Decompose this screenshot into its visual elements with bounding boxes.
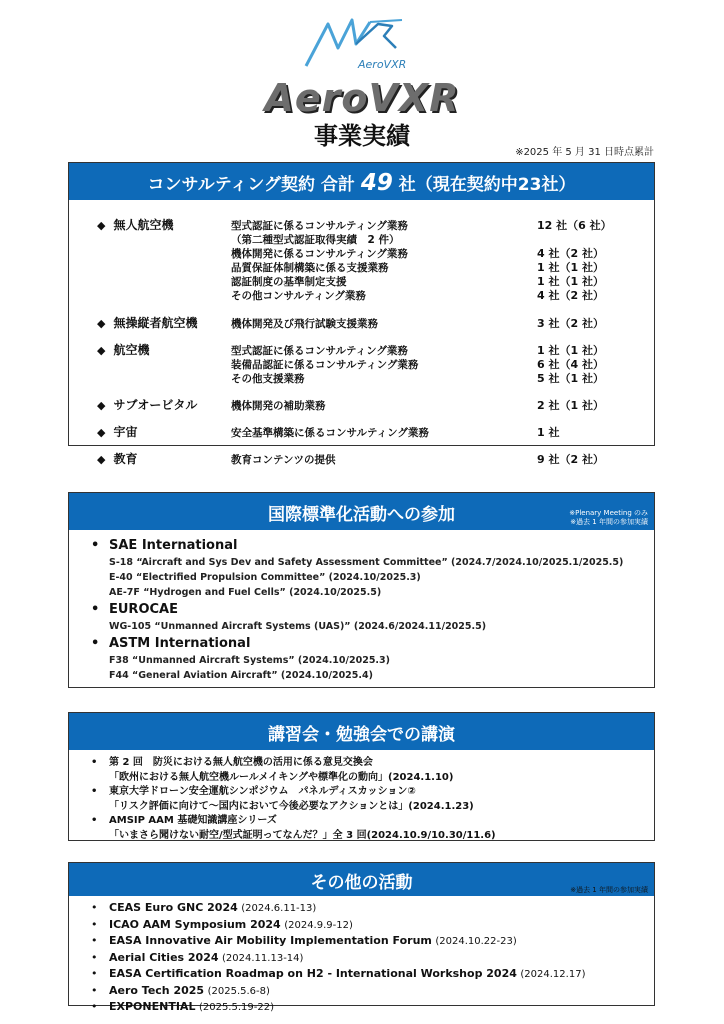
- consulting-title-prefix: コンサルティング契約 合計: [147, 175, 355, 195]
- task-count: 6 社（4 社）: [537, 358, 604, 371]
- category-suborbital: ◆ サブオービタル: [97, 398, 198, 412]
- consulting-band: [69, 163, 654, 200]
- org-heading: • SAE International: [91, 538, 238, 553]
- category-uas: ◆ 無人航空機: [97, 218, 174, 232]
- task-count: 4 社（2 社）: [537, 289, 604, 302]
- others-note: ※過去 1 年間の参加実績: [570, 886, 648, 894]
- lecture-item: • 第 2 回 防災における無人航空機の活用に係る意見交換会 「欧州における無人航空機ルールメイキングや標準化の動向」(2024.1.10): [91, 757, 454, 783]
- task-count: 1 社（1 社）: [537, 261, 604, 274]
- standards-band: [69, 493, 654, 530]
- task-count: 1 社（1 社）: [537, 275, 604, 288]
- lecture-item: • 東京大学ドローン安全運航シンポジウム パネルディスカッション② 「リスク評価に向けて～国内において今後必要なアクションとは」(2024.1.23): [91, 786, 474, 812]
- activity-item: • EXPONENTIAL (2025.5.19-22): [91, 1000, 274, 1013]
- activity-item: • Aero Tech 2025 (2025.5.6-8): [91, 983, 270, 997]
- as-of-note: ※2025 年 5 月 31 日時点累計: [515, 147, 654, 158]
- committee-item: F44 “General Aviation Aircraft” (2024.10/2025.4): [109, 670, 373, 681]
- org-heading: • EUROCAE: [91, 602, 178, 617]
- diamond-icon: ◆: [97, 317, 106, 330]
- logo-small-text: AeroVXR: [358, 58, 407, 71]
- aerovxr-logo-mark: [300, 14, 424, 76]
- others-section: [68, 862, 655, 1013]
- task-count: 5 社（1 社）: [537, 372, 604, 385]
- consulting-title-suffix: 社）: [541, 175, 576, 195]
- committee-item: F38 “Unmanned Aircraft Systems” (2024.10/2025.3): [109, 655, 390, 666]
- activity-item: • EASA Certification Roadmap on H2 - International Workshop 2024 (2024.12.17): [91, 967, 586, 980]
- lecture-item: • AMSIP AAM 基礎知識講座シリーズ 「いまさら聞けない耐空/型式証明ってなんだ？」全 3 回(2024.10.9/10.30/11.6): [91, 815, 496, 841]
- others-list: [69, 896, 654, 1016]
- committee-item: E-40 “Electrified Propulsion Committee” (2024.10/2025.3): [109, 572, 421, 583]
- standards-note-line: ※Plenary Meeting のみ: [569, 509, 648, 517]
- consulting-total: 49: [360, 170, 393, 196]
- task-item: 機体開発の補助業務: [231, 400, 326, 412]
- page-title: 事業実績: [314, 122, 410, 150]
- task-count: 9 社（2 社）: [537, 453, 604, 466]
- category-space: ◆ 宇宙: [97, 425, 138, 439]
- lectures-section: [68, 712, 655, 841]
- task-count: 4 社（2 社）: [537, 247, 604, 260]
- task-count: 1 社（1 社）: [537, 344, 604, 357]
- task-count: 1 社: [537, 426, 560, 439]
- activity-item: • CEAS Euro GNC 2024 (2024.6.11-13): [91, 901, 317, 914]
- committee-item: AE-7F “Hydrogen and Fuel Cells” (2024.10/2025.5): [109, 587, 382, 598]
- task-item: 装備品認証に係るコンサルティング業務: [231, 359, 419, 371]
- standards-list: [69, 530, 654, 683]
- task-item: 教育コンテンツの提供: [231, 454, 336, 466]
- diamond-icon: ◆: [97, 219, 106, 232]
- diamond-icon: ◆: [97, 453, 106, 466]
- activity-item: • Aerial Cities 2024 (2024.11.13-14): [91, 950, 304, 964]
- standards-note-line: ※過去 1 年間の参加実績: [570, 518, 648, 526]
- activity-item: • ICAO AAM Symposium 2024 (2024.9.9-12): [91, 917, 353, 931]
- task-count: 2 社（1 社）: [537, 399, 604, 412]
- org-heading: • ASTM International: [91, 636, 251, 651]
- task-item: （第二種型式認証取得実績 2 件）: [231, 234, 400, 246]
- task-item: 品質保証体制構築に係る支援業務: [231, 262, 389, 274]
- others-band: [69, 863, 654, 896]
- header: [0, 0, 724, 160]
- consulting-current: 23: [517, 175, 542, 195]
- category-education: ◆ 教育: [97, 452, 138, 466]
- consulting-title-current-label: 社（現在契約中: [398, 175, 518, 195]
- task-item: 安全基準構築に係るコンサルティング業務: [231, 427, 429, 439]
- brand-wordmark: AeroVXR: [264, 76, 460, 120]
- task-item: その他コンサルティング業務: [231, 290, 366, 302]
- lectures-title: 講習会・勉強会での講演: [268, 725, 455, 745]
- diamond-icon: ◆: [97, 426, 106, 439]
- lectures-band: [69, 713, 654, 750]
- standards-title: 国際標準化活動への参加: [268, 505, 455, 525]
- committee-item: S-18 “Aircraft and Sys Dev and Safety Assessment Committee” (2024.7/2024.10/2025.1/2025.5): [109, 557, 624, 568]
- lectures-list: [69, 750, 654, 843]
- consulting-title: [69, 170, 654, 196]
- others-title: その他の活動: [310, 873, 413, 893]
- standards-note: [569, 509, 648, 527]
- consulting-body: [69, 200, 654, 466]
- task-count: 3 社（2 社）: [537, 317, 604, 330]
- task-item: その他支援業務: [231, 373, 305, 385]
- diamond-icon: ◆: [97, 399, 106, 412]
- category-unmanned-aircraft: ◆ 無操縦者航空機: [97, 316, 198, 330]
- diamond-icon: ◆: [97, 344, 106, 357]
- activity-item: • EASA Innovative Air Mobility Implementation Forum (2024.10.22-23): [91, 934, 517, 947]
- category-aircraft: ◆ 航空機: [97, 343, 150, 357]
- task-item: 認証制度の基準制定支援: [231, 276, 347, 288]
- task-item: 機体開発に係るコンサルティング業務: [231, 248, 408, 260]
- committee-item: WG-105 “Unmanned Aircraft Systems (UAS)” (2024.6/2024.11/2025.5): [109, 621, 487, 632]
- task-count: 12 社（6 社）: [537, 219, 612, 232]
- task-item: 型式認証に係るコンサルティング業務: [231, 220, 408, 232]
- standards-section: [68, 492, 655, 688]
- consulting-section: [68, 162, 655, 466]
- task-item: 機体開発及び飛行試験支援業務: [231, 318, 378, 330]
- task-item: 型式認証に係るコンサルティング業務: [231, 345, 408, 357]
